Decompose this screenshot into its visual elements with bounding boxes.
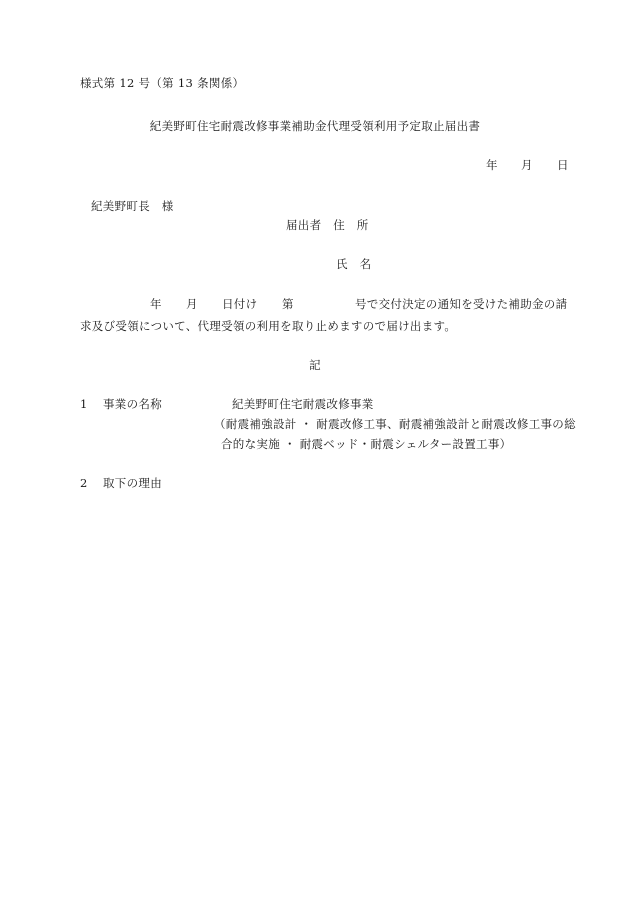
date-year-label: 年 [486, 158, 498, 172]
body-day-label: 日付け [222, 297, 258, 311]
body-line1-rest: 号で交付決定の通知を受けた補助金の請 [355, 297, 568, 311]
date-day-label: 日 [557, 158, 569, 172]
item-number: 1 [80, 397, 88, 411]
body-month-label: 月 [186, 297, 198, 311]
item-value: 紀美野町住宅耐震改修事業 [232, 397, 374, 411]
applicant-address-label: 届出者 住 所 [286, 218, 369, 232]
item-label: 事業の名称 [103, 397, 162, 411]
addressee: 紀美野町長 様 [91, 199, 174, 213]
document-title: 紀美野町住宅耐震改修事業補助金代理受領利用予定取止届出書 [149, 119, 481, 133]
item-label: 取下の理由 [103, 476, 162, 490]
date-month-label: 月 [521, 158, 533, 172]
body-number-prefix: 第 [282, 297, 294, 311]
item-note-line2: 合的な実施 ・ 耐震ベッド・耐震シェルター設置工事） [221, 437, 512, 451]
item-number: 2 [80, 476, 88, 490]
body-year-label: 年 [150, 297, 162, 311]
form-number: 様式第 12 号（第 13 条関係） [80, 76, 245, 90]
body-line2: 求及び受領について、代理受領の利用を取り止めますので届け出ます。 [80, 319, 457, 333]
item-note-line1: （耐震補強設計 ・ 耐震改修工事、耐震補強設計と耐震改修工事の総 [214, 417, 576, 431]
ki-mark: 記 [309, 358, 321, 372]
applicant-name-label: 氏 名 [336, 257, 372, 271]
